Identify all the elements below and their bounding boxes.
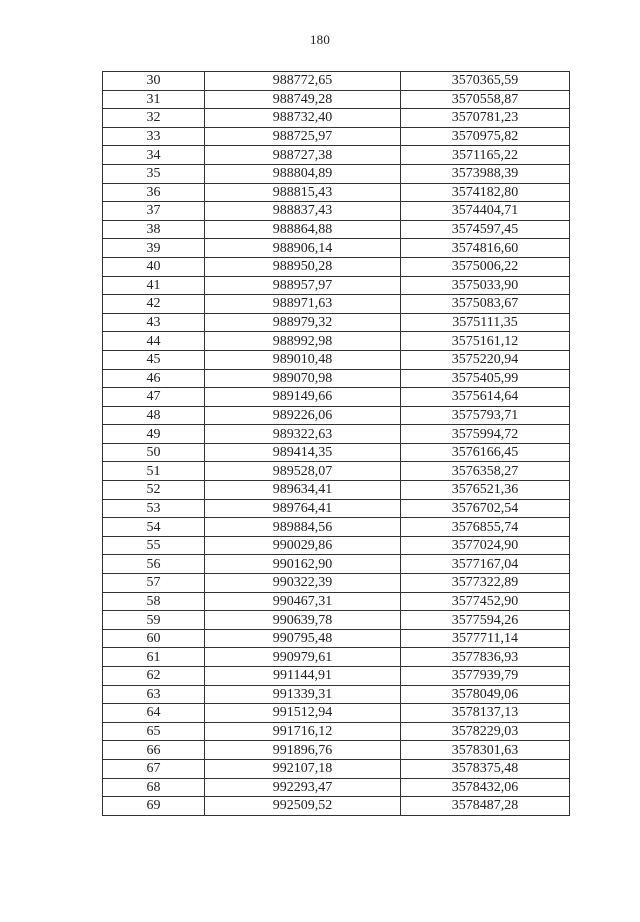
point-number-cell: 40 — [103, 257, 205, 276]
x-coordinate-cell: 991896,76 — [205, 741, 401, 760]
table-row — [103, 90, 570, 109]
y-coordinate-cell: 3577836,93 — [401, 648, 570, 667]
table-row — [103, 611, 570, 630]
x-coordinate-cell: 988837,43 — [205, 202, 401, 221]
table-row — [103, 295, 570, 314]
y-coordinate-cell: 3578375,48 — [401, 759, 570, 778]
table-row — [103, 759, 570, 778]
x-coordinate-cell: 989226,06 — [205, 406, 401, 425]
point-number-cell: 69 — [103, 797, 205, 816]
x-coordinate-cell: 991339,31 — [205, 685, 401, 704]
point-number-cell: 66 — [103, 741, 205, 760]
y-coordinate-cell: 3577024,90 — [401, 536, 570, 555]
x-coordinate-cell: 988950,28 — [205, 257, 401, 276]
table-row — [103, 592, 570, 611]
table-row — [103, 183, 570, 202]
y-coordinate-cell: 3575006,22 — [401, 257, 570, 276]
point-number-cell: 39 — [103, 239, 205, 258]
table-row — [103, 778, 570, 797]
y-coordinate-cell: 3575033,90 — [401, 276, 570, 295]
table-row — [103, 667, 570, 686]
point-number-cell: 65 — [103, 722, 205, 741]
y-coordinate-cell: 3575220,94 — [401, 350, 570, 369]
y-coordinate-cell: 3576855,74 — [401, 518, 570, 537]
y-coordinate-cell: 3573988,39 — [401, 164, 570, 183]
table-row — [103, 332, 570, 351]
y-coordinate-cell: 3576358,27 — [401, 462, 570, 481]
point-number-cell: 50 — [103, 443, 205, 462]
y-coordinate-cell: 3576702,54 — [401, 499, 570, 518]
x-coordinate-cell: 992509,52 — [205, 797, 401, 816]
y-coordinate-cell: 3574404,71 — [401, 202, 570, 221]
y-coordinate-cell: 3570365,59 — [401, 72, 570, 91]
x-coordinate-cell: 988992,98 — [205, 332, 401, 351]
table-row — [103, 127, 570, 146]
point-number-cell: 53 — [103, 499, 205, 518]
x-coordinate-cell: 988732,40 — [205, 109, 401, 128]
x-coordinate-cell: 989884,56 — [205, 518, 401, 537]
point-number-cell: 63 — [103, 685, 205, 704]
point-number-cell: 32 — [103, 109, 205, 128]
x-coordinate-cell: 991144,91 — [205, 667, 401, 686]
point-number-cell: 64 — [103, 704, 205, 723]
table-row — [103, 555, 570, 574]
table-row — [103, 648, 570, 667]
table-row — [103, 257, 570, 276]
x-coordinate-cell: 988957,97 — [205, 276, 401, 295]
x-coordinate-cell: 990795,48 — [205, 629, 401, 648]
point-number-cell: 54 — [103, 518, 205, 537]
table-row — [103, 276, 570, 295]
x-coordinate-cell: 988979,32 — [205, 313, 401, 332]
point-number-cell: 44 — [103, 332, 205, 351]
x-coordinate-cell: 988906,14 — [205, 239, 401, 258]
x-coordinate-cell: 990979,61 — [205, 648, 401, 667]
coordinates-table-body — [103, 72, 570, 816]
x-coordinate-cell: 988727,38 — [205, 146, 401, 165]
x-coordinate-cell: 988864,88 — [205, 220, 401, 239]
y-coordinate-cell: 3578049,06 — [401, 685, 570, 704]
table-row — [103, 481, 570, 500]
point-number-cell: 52 — [103, 481, 205, 500]
table-row — [103, 406, 570, 425]
y-coordinate-cell: 3574182,80 — [401, 183, 570, 202]
table-row — [103, 536, 570, 555]
point-number-cell: 67 — [103, 759, 205, 778]
point-number-cell: 34 — [103, 146, 205, 165]
table-row — [103, 685, 570, 704]
y-coordinate-cell: 3570558,87 — [401, 90, 570, 109]
y-coordinate-cell: 3570975,82 — [401, 127, 570, 146]
y-coordinate-cell: 3577939,79 — [401, 667, 570, 686]
y-coordinate-cell: 3575994,72 — [401, 425, 570, 444]
point-number-cell: 48 — [103, 406, 205, 425]
table-row — [103, 574, 570, 593]
x-coordinate-cell: 988772,65 — [205, 72, 401, 91]
x-coordinate-cell: 989764,41 — [205, 499, 401, 518]
point-number-cell: 43 — [103, 313, 205, 332]
x-coordinate-cell: 990162,90 — [205, 555, 401, 574]
y-coordinate-cell: 3575793,71 — [401, 406, 570, 425]
table-row — [103, 350, 570, 369]
table-row — [103, 388, 570, 407]
point-number-cell: 61 — [103, 648, 205, 667]
coordinates-table — [102, 71, 570, 816]
y-coordinate-cell: 3578487,28 — [401, 797, 570, 816]
point-number-cell: 51 — [103, 462, 205, 481]
point-number-cell: 55 — [103, 536, 205, 555]
x-coordinate-cell: 991716,12 — [205, 722, 401, 741]
table-row — [103, 425, 570, 444]
point-number-cell: 68 — [103, 778, 205, 797]
y-coordinate-cell: 3575083,67 — [401, 295, 570, 314]
x-coordinate-cell: 992107,18 — [205, 759, 401, 778]
x-coordinate-cell: 989010,48 — [205, 350, 401, 369]
table-row — [103, 146, 570, 165]
y-coordinate-cell: 3578432,06 — [401, 778, 570, 797]
table-row — [103, 629, 570, 648]
table-row — [103, 499, 570, 518]
point-number-cell: 47 — [103, 388, 205, 407]
x-coordinate-cell: 989322,63 — [205, 425, 401, 444]
x-coordinate-cell: 988815,43 — [205, 183, 401, 202]
y-coordinate-cell: 3578229,03 — [401, 722, 570, 741]
table-row — [103, 462, 570, 481]
x-coordinate-cell: 988804,89 — [205, 164, 401, 183]
y-coordinate-cell: 3575111,35 — [401, 313, 570, 332]
x-coordinate-cell: 990029,86 — [205, 536, 401, 555]
point-number-cell: 49 — [103, 425, 205, 444]
page-number: 180 — [309, 32, 331, 47]
x-coordinate-cell: 989414,35 — [205, 443, 401, 462]
x-coordinate-cell: 991512,94 — [205, 704, 401, 723]
y-coordinate-cell: 3576166,45 — [401, 443, 570, 462]
table-row — [103, 369, 570, 388]
point-number-cell: 59 — [103, 611, 205, 630]
table-row — [103, 239, 570, 258]
y-coordinate-cell: 3576521,36 — [401, 481, 570, 500]
x-coordinate-cell: 988971,63 — [205, 295, 401, 314]
x-coordinate-cell: 990322,39 — [205, 574, 401, 593]
x-coordinate-cell: 990467,31 — [205, 592, 401, 611]
point-number-cell: 38 — [103, 220, 205, 239]
y-coordinate-cell: 3575614,64 — [401, 388, 570, 407]
x-coordinate-cell: 989634,41 — [205, 481, 401, 500]
y-coordinate-cell: 3570781,23 — [401, 109, 570, 128]
x-coordinate-cell: 988725,97 — [205, 127, 401, 146]
y-coordinate-cell: 3577167,04 — [401, 555, 570, 574]
y-coordinate-cell: 3571165,22 — [401, 146, 570, 165]
point-number-cell: 30 — [103, 72, 205, 91]
point-number-cell: 56 — [103, 555, 205, 574]
table-row — [103, 443, 570, 462]
y-coordinate-cell: 3577452,90 — [401, 592, 570, 611]
table-row — [103, 797, 570, 816]
y-coordinate-cell: 3574597,45 — [401, 220, 570, 239]
table-row — [103, 220, 570, 239]
point-number-cell: 37 — [103, 202, 205, 221]
point-number-cell: 33 — [103, 127, 205, 146]
point-number-cell: 35 — [103, 164, 205, 183]
point-number-cell: 31 — [103, 90, 205, 109]
x-coordinate-cell: 989070,98 — [205, 369, 401, 388]
x-coordinate-cell: 989528,07 — [205, 462, 401, 481]
y-coordinate-cell: 3575161,12 — [401, 332, 570, 351]
x-coordinate-cell: 989149,66 — [205, 388, 401, 407]
y-coordinate-cell: 3578301,63 — [401, 741, 570, 760]
point-number-cell: 62 — [103, 667, 205, 686]
point-number-cell: 58 — [103, 592, 205, 611]
y-coordinate-cell: 3577711,14 — [401, 629, 570, 648]
table-row — [103, 164, 570, 183]
x-coordinate-cell: 988749,28 — [205, 90, 401, 109]
x-coordinate-cell: 992293,47 — [205, 778, 401, 797]
point-number-cell: 57 — [103, 574, 205, 593]
x-coordinate-cell: 990639,78 — [205, 611, 401, 630]
table-row — [103, 722, 570, 741]
point-number-cell: 41 — [103, 276, 205, 295]
point-number-cell: 46 — [103, 369, 205, 388]
point-number-cell: 42 — [103, 295, 205, 314]
table-row — [103, 741, 570, 760]
table-row — [103, 109, 570, 128]
point-number-cell: 60 — [103, 629, 205, 648]
point-number-cell: 36 — [103, 183, 205, 202]
point-number-cell: 45 — [103, 350, 205, 369]
table-row — [103, 313, 570, 332]
y-coordinate-cell: 3577322,89 — [401, 574, 570, 593]
table-row — [103, 704, 570, 723]
y-coordinate-cell: 3574816,60 — [401, 239, 570, 258]
table-row — [103, 518, 570, 537]
y-coordinate-cell: 3575405,99 — [401, 369, 570, 388]
table-row — [103, 72, 570, 91]
y-coordinate-cell: 3577594,26 — [401, 611, 570, 630]
table-row — [103, 202, 570, 221]
y-coordinate-cell: 3578137,13 — [401, 704, 570, 723]
